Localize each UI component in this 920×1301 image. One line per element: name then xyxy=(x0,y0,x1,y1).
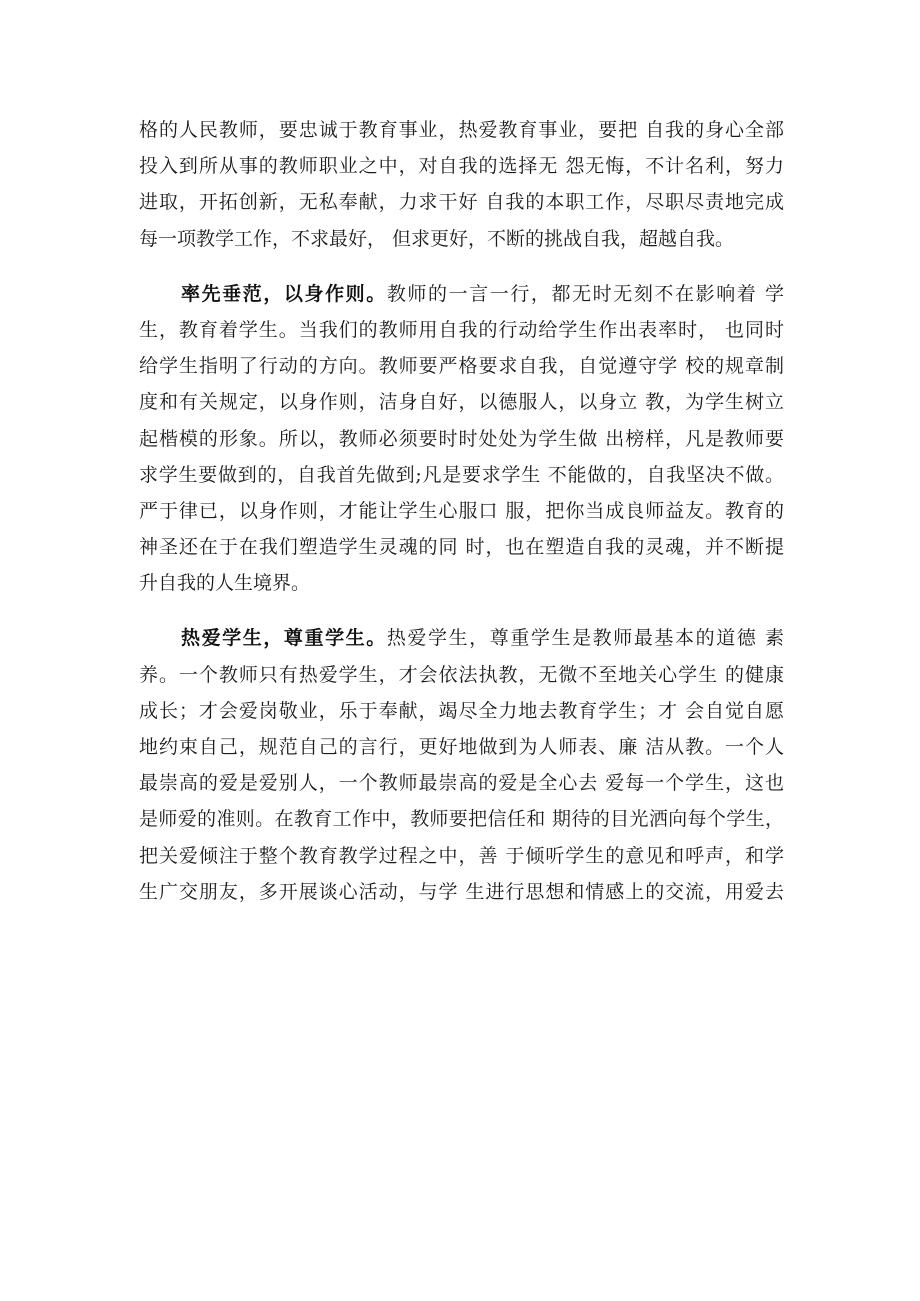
text-line: 生，教育着学生。当我们的教师用自我的行动给学生作出表率时， 也同时 xyxy=(139,318,784,341)
text-line: 地约束自己，规范自己的言行，更好地做到为人师表、廉 洁从教。一个人 xyxy=(139,736,784,758)
text-line: 严于律已，以身作则，才能让学生心服口 服，把你当成良师益友。教育的 xyxy=(139,499,784,522)
text-run: 热爱学生，尊重学生是教师最基本的道德 素 xyxy=(386,627,784,650)
text-line: 进取，开拓创新，无私奉献，力求干好 自我的本职工作，尽职尽责地完成 xyxy=(139,191,784,214)
paragraph-heading: 热爱学生，尊重学生。 xyxy=(181,627,387,650)
text-line: 给学生指明了行动的方向。教师要严格要求自我，自觉遵守学 校的规章制 xyxy=(139,355,784,378)
text-line: 度和有关规定，以身作则，洁身自好，以德服人，以身立 教，为学生树立 xyxy=(139,391,784,414)
text-line: 是师爱的准则。在教育工作中，教师要把信任和 期待的目光洒向每个学生， xyxy=(139,808,784,831)
paragraph-heading: 率先垂范，以身作则。 xyxy=(181,282,387,305)
text-line: 把关爱倾注于整个教育教学过程之中，善 于倾听学生的意见和呼声，和学 xyxy=(139,844,784,867)
text-line: 生广交朋友，多开展谈心活动，与学 生进行思想和情感上的交流，用爱去 xyxy=(139,880,784,903)
text-line: 养。一个教师只有热爱学生，才会依法执教，无微不至地关心学生 的健康 xyxy=(139,663,784,686)
text-line: 起楷模的形象。所以，教师必须要时时处处为学生做 出榜样，凡是教师要 xyxy=(139,427,784,450)
document-body xyxy=(139,112,784,910)
text-line: 神圣还在于在我们塑造学生灵魂的同 时，也在塑造自我的灵魂，并不断提 xyxy=(139,536,784,559)
text-line: 每一项教学工作，不求最好， 但求更好，不断的挑战自我，超越自我。 xyxy=(139,227,735,250)
text-line: 升自我的人生境界。 xyxy=(139,572,311,595)
text-line xyxy=(139,276,784,312)
text-line: 求学生要做到的，自我首先做到;凡是要求学生 不能做的，自我坚决不做。 xyxy=(139,463,784,486)
text-line: 最崇高的爱是爱别人，一个教师最崇高的爱是全心去 爱每一个学生，这也 xyxy=(139,772,784,795)
text-line xyxy=(139,620,784,656)
text-line: 成长；才会爱岗敬业，乐于奉献，竭尽全力地去教育学生；才 会自觉自愿 xyxy=(139,699,784,722)
paragraph-2 xyxy=(139,276,784,602)
text-run: 教师的一言一行，都无时无刻不在影响着 学 xyxy=(386,282,784,305)
text-line: 投入到所从事的教师职业之中，对自我的选择无 怨无悔，不计名利，努力 xyxy=(139,155,784,178)
paragraph-3 xyxy=(139,620,784,910)
paragraph-1 xyxy=(139,112,784,257)
text-line: 格的人民教师，要忠诚于教育事业，热爱教育事业，要把 自我的身心全部 xyxy=(139,119,784,141)
